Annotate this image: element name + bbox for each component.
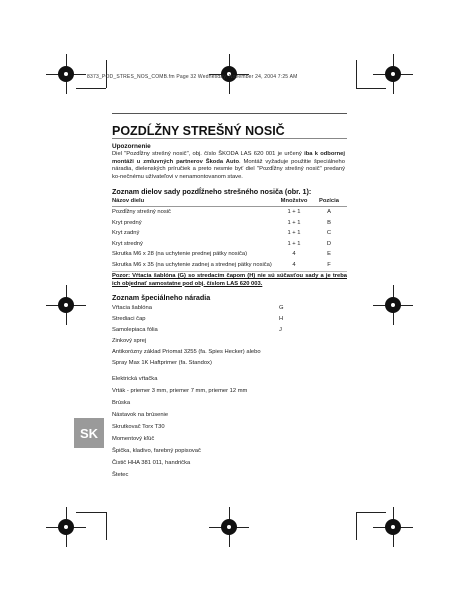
warning-text-2: . Montáž vyžaduje použitie špeciálneho náradia, dielenských príručiek a preto nesmie byť diel "Pozdĺžny strešný nosič" predaný ko-nečnému užívateľovi v nenamontovanom stave. xyxy=(112,158,345,180)
tool-item: Strediaci čap xyxy=(112,316,146,322)
tool-item: Zinkový sprej xyxy=(112,338,147,344)
table-row xyxy=(112,220,347,228)
registration-mark-bottom-right xyxy=(383,517,403,537)
parts-table-header xyxy=(112,198,347,206)
tool-code: H xyxy=(279,316,284,322)
part-pos: B xyxy=(327,219,331,226)
registration-mark-bottom-center xyxy=(219,517,239,537)
warning-text-1: Diel "Pozdĺžny strešný nosič", obj. číslo ŠKODA LAS 620 001 je určený xyxy=(112,151,305,157)
language-tab: SK xyxy=(74,418,104,448)
crop-mark xyxy=(356,512,357,540)
tool-item: Čistič HHA 381 011, handrička xyxy=(112,460,191,466)
title-rule xyxy=(112,138,347,139)
crop-mark xyxy=(356,88,386,89)
registration-mark-top-left xyxy=(56,64,76,84)
part-name: Kryt zadný xyxy=(112,230,140,236)
registration-mark-mid-left xyxy=(56,295,76,315)
tools-heading: Zoznam špeciálneho náradia xyxy=(112,293,211,302)
table-row xyxy=(112,251,347,259)
part-qty: 4 xyxy=(292,261,296,268)
part-pos: C xyxy=(326,230,332,236)
registration-mark-bottom-left xyxy=(56,517,76,537)
part-name: Skrutka M6 x 35 (na uchytenie zadnej a strednej pätky nosiča) xyxy=(112,261,272,268)
warning-heading: Upozornenie xyxy=(112,143,151,150)
tool-item: Antikorózny základ Priomat 3255 (fa. Spies Hecker) alebo xyxy=(112,349,261,355)
part-pos: A xyxy=(327,209,331,215)
tool-item: Nástavok na brúsenie xyxy=(112,412,169,418)
part-qty: 1 + 1 xyxy=(287,240,301,247)
part-qty: 1 + 1 xyxy=(287,230,301,236)
tool-item: Samolepiaca fólia xyxy=(112,327,158,333)
tool-code: J xyxy=(279,327,282,333)
crop-mark xyxy=(76,512,106,513)
tool-code: G xyxy=(279,305,284,311)
parts-heading: Zoznam dielov sady pozdĺžneho strešného nosiča (obr. 1): xyxy=(112,187,312,196)
tool-item: Vrták - priemer 3 mm, priemer 7 mm, priemer 12 mm xyxy=(112,388,248,394)
table-bottom-rule xyxy=(112,271,347,272)
tool-item: Brúska xyxy=(112,400,131,406)
page-title: POZDĹŽNY STREŠNÝ NOSIČ xyxy=(112,124,285,138)
tool-item: Elektrická vŕtačka xyxy=(112,376,158,382)
table-header-rule xyxy=(112,206,347,207)
tool-item: Špička, kladivo, farebný popisovač xyxy=(112,448,201,454)
part-name: Kryt stredný xyxy=(112,240,143,247)
part-pos: E xyxy=(327,251,331,257)
table-row xyxy=(112,209,347,217)
part-pos: D xyxy=(326,240,332,247)
tool-item: Štetec xyxy=(112,472,129,478)
column-header-pos: Pozícia xyxy=(319,198,339,204)
part-qty: 1 + 1 xyxy=(287,209,301,215)
table-row xyxy=(112,230,347,238)
print-slug: 8373_POD_STRES_NOS_COMB.fm Page 32 Wednesday, November 24, 2004 7:25 AM xyxy=(87,74,298,80)
crop-mark xyxy=(76,88,106,89)
part-name: Kryt predný xyxy=(112,219,142,226)
part-qty: 4 xyxy=(292,251,296,257)
crop-mark xyxy=(356,60,357,88)
order-note: Pozor: Vŕtacia šablóna (G) so stredacím čapom (H) nie sú súčasťou sady a je treba ich objednať samostatne pod obj. číslom LAS 620 003. xyxy=(112,273,347,287)
part-name: Pozdĺžny strešný nosič xyxy=(112,209,171,215)
warning-text-bold: iba k odbornej montáži u zmluvných partnerov Škoda Auto xyxy=(112,151,345,165)
registration-mark-top-right xyxy=(383,64,403,84)
tool-item: Skrutkovač Torx T30 xyxy=(112,424,165,430)
table-row xyxy=(112,262,347,270)
tool-item: Spray Max 1K Haftprimer (fa. Standox) xyxy=(112,360,212,366)
part-pos: F xyxy=(327,261,331,268)
tool-item: Vŕtacia šablóna xyxy=(112,305,152,311)
part-name: Skrutka M6 x 28 (na uchytenie prednej pätky nosiča) xyxy=(112,251,248,257)
part-qty: 1 + 1 xyxy=(287,219,301,226)
warning-paragraph xyxy=(112,151,345,181)
registration-mark-mid-right xyxy=(383,295,403,315)
table-row xyxy=(112,241,347,249)
crop-mark xyxy=(106,512,107,540)
column-header-name: Názov dielu xyxy=(112,198,145,204)
column-header-qty: Množstvo xyxy=(280,198,308,204)
crop-mark xyxy=(356,512,386,513)
header-rule xyxy=(112,113,347,114)
tool-item: Momentový kľúč xyxy=(112,436,155,442)
